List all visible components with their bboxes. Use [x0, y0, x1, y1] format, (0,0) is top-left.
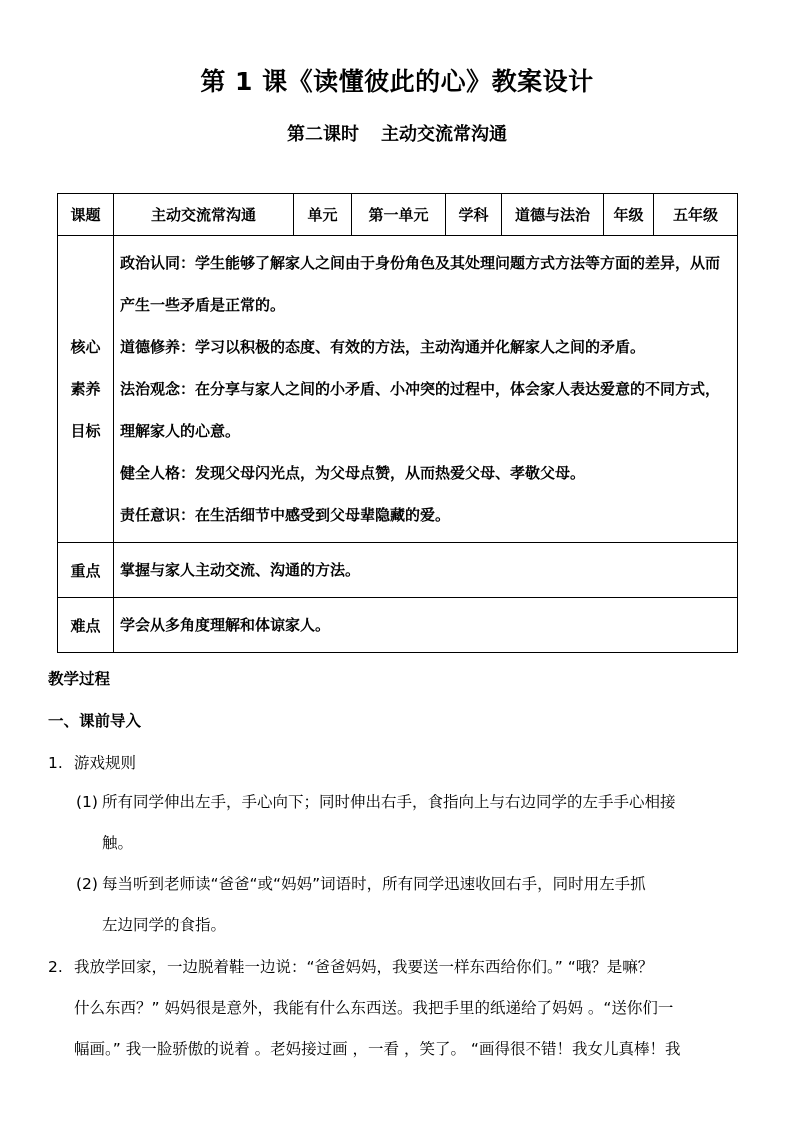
goals-label-line: 素养 [70, 380, 101, 398]
goal-item: 道德修养：学习以积极的态度、有效的方法，主动沟通并化解家人之间的矛盾。 [120, 338, 646, 356]
rule-text: 每当听到老师读“爸爸“或“妈妈”词语时，所有同学迅速收回右手，同时用左手抓 [102, 875, 646, 893]
header-cell-subject: 主动交流常沟通 [114, 194, 294, 236]
rule-text: 所有同学伸出左手，手心向下；同时伸出右手，食指向上与右边同学的左手手心相接 [102, 793, 676, 811]
document-subtitle [0, 120, 794, 146]
header-cell-grade-label: 年级 [604, 194, 654, 236]
rule-2 [76, 864, 766, 946]
table-header-row [58, 194, 738, 236]
lesson-info-table [57, 193, 738, 653]
key-point-row [58, 543, 738, 598]
story-line: 我放学回家，一边脱着鞋一边说：“爸爸妈妈，我要送一样东西给你们。” “哦？是嘛？ [74, 958, 654, 976]
rule-text-cont: 左边同学的食指。 [102, 916, 227, 934]
key-point-text: 掌握与家人主动交流、沟通的方法。 [114, 543, 738, 598]
difficulty-label: 难点 [58, 598, 114, 653]
list-item-title: 游戏规则 [74, 754, 137, 772]
goal-item: 健全人格：发现父母闪光点，为父母点赞，从而热爱父母、孝敬父母。 [120, 464, 586, 482]
goal-item: 法治观念：在分享与家人之间的小矛盾、小冲突的过程中，体会家人表达爱意的不同方式，理解家人的心意。 [120, 380, 721, 440]
rule-number: (2) [76, 875, 98, 893]
header-cell-unit-label: 单元 [294, 194, 352, 236]
document-title: 第 1 课《读懂彼此的心》教案设计 [200, 67, 594, 96]
list-item-1 [48, 751, 758, 773]
process-heading: 教学过程 [48, 670, 111, 688]
header-cell-subject-label: 课题 [58, 194, 114, 236]
goals-row [58, 236, 738, 543]
key-point-label: 重点 [58, 543, 114, 598]
rule-number: (1) [76, 793, 98, 811]
header-cell-discipline-label: 学科 [446, 194, 502, 236]
section-heading-1: 一、课前导入 [48, 712, 142, 730]
list-number: 2. [48, 958, 63, 976]
goal-item: 责任意识：在生活细节中感受到父母辈隐藏的爱。 [120, 506, 451, 524]
goals-label-line: 目标 [70, 422, 101, 440]
goals-label [58, 236, 114, 543]
difficulty-text: 学会从多角度理解和体谅家人。 [114, 598, 738, 653]
rule-text-cont: 触。 [102, 834, 134, 852]
goals-label-line: 核心 [70, 338, 101, 356]
rule-1 [76, 782, 766, 864]
story-line: 幅画。” 我一脸骄傲的说着 。老妈接过画 ，一看 ，笑了。 “画得很不错！我女儿真棒！我 [74, 1040, 681, 1058]
story-line: 什么东西？” 妈妈很是意外，我能有什么东西送。我把手里的纸递给了妈妈 。“送你们一 [74, 999, 674, 1017]
goals-content [114, 236, 738, 543]
goal-item: 政治认同：学生能够了解家人之间由于身份角色及其处理问题方式方法等方面的差异，从而产生一些矛盾是正常的。 [120, 254, 721, 314]
subtitle-topic: 主动交流常沟通 [381, 124, 507, 145]
difficulty-row [58, 598, 738, 653]
header-cell-unit: 第一单元 [352, 194, 446, 236]
header-cell-discipline: 道德与法治 [502, 194, 604, 236]
list-number: 1. [48, 754, 63, 772]
header-cell-grade: 五年级 [654, 194, 738, 236]
list-item-2 [48, 947, 758, 1070]
subtitle-period: 第二课时 [287, 124, 359, 145]
